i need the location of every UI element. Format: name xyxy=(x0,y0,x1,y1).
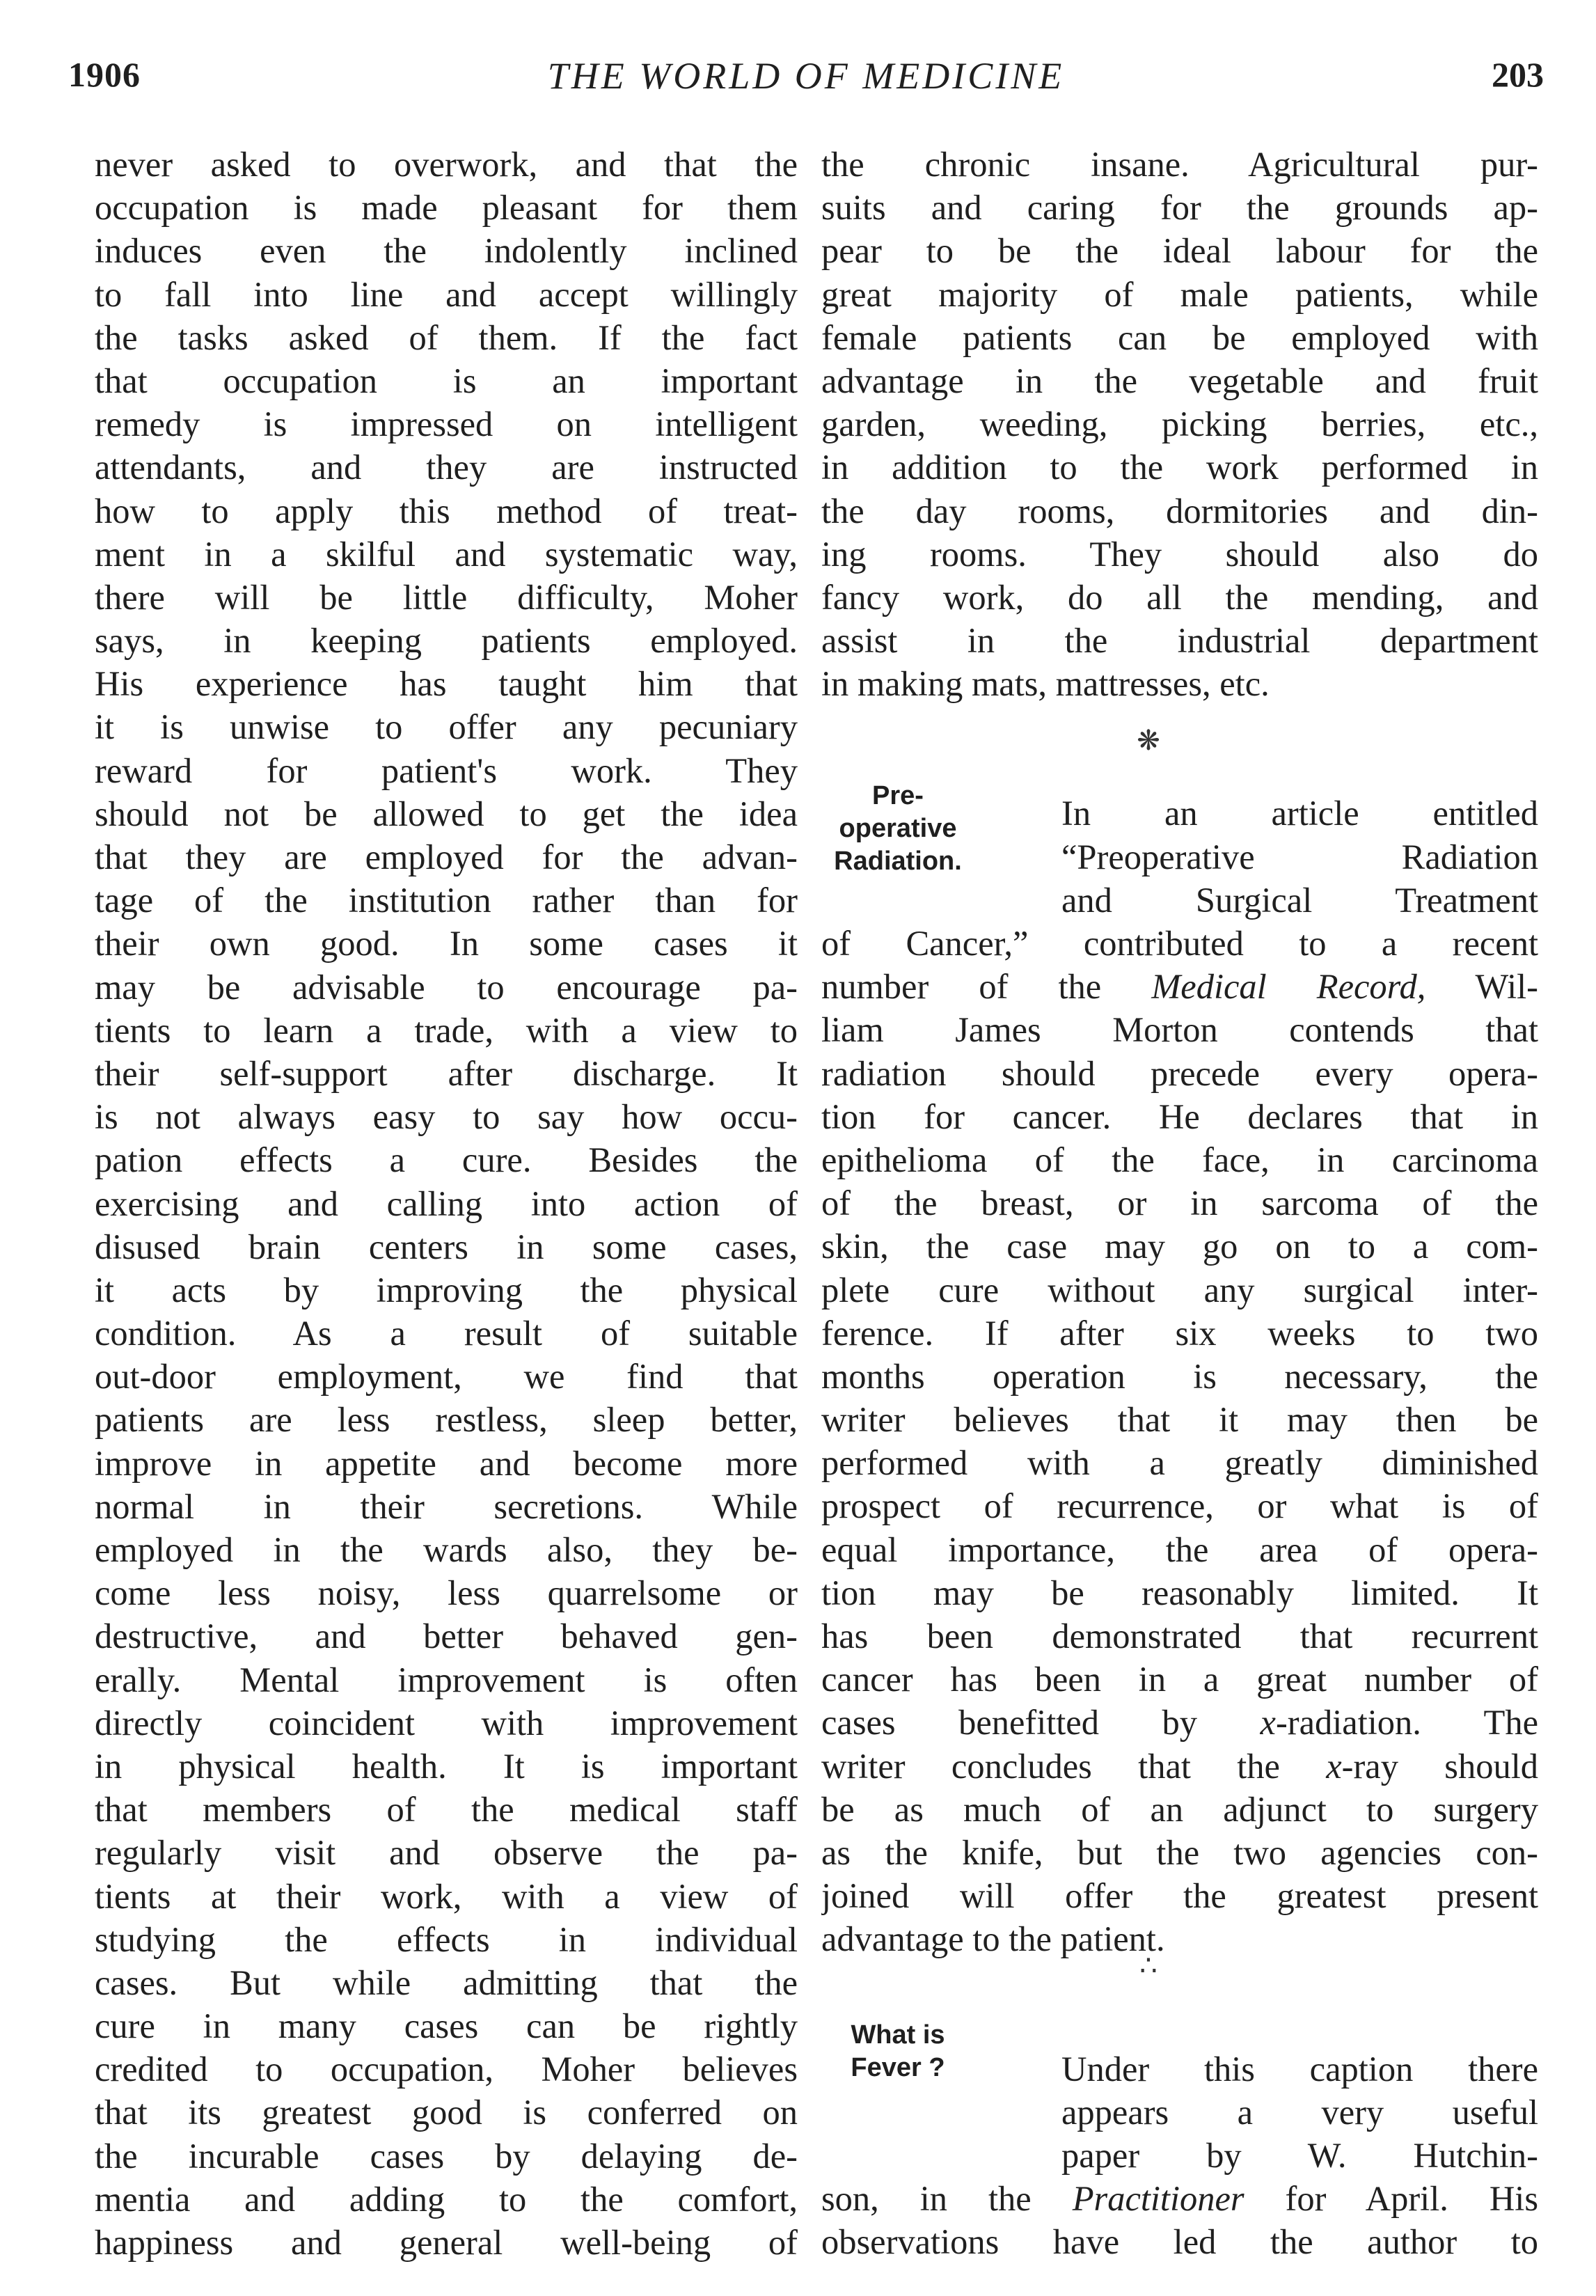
text-line: pation effects a cure. Besides the xyxy=(95,1140,798,1180)
text-line: erally. Mental improvement is often xyxy=(95,1660,798,1699)
sidehead-preoperative-radiation xyxy=(807,780,988,878)
text-line: suits and caring for the grounds ap- xyxy=(821,188,1538,228)
text-line: equal importance, the area of opera- xyxy=(821,1530,1538,1569)
text-line: induces even the indolently inclined xyxy=(95,231,798,271)
sidehead-line: Radiation. xyxy=(834,847,962,876)
text-line: employed in the wards also, they be- xyxy=(95,1530,798,1569)
text-line: cancer has been in a great number of xyxy=(821,1660,1538,1699)
text-line: epithelioma of the face, in carcinoma xyxy=(821,1140,1538,1179)
text-line: their own good. In some cases it xyxy=(95,924,798,964)
text-line: of the breast, or in sarcoma of the xyxy=(821,1184,1538,1223)
text-line: remedy is impressed on intelligent xyxy=(95,404,798,444)
text-line: joined will offer the greatest present xyxy=(821,1876,1538,1916)
right-column xyxy=(821,143,1538,2263)
text-line: reward for patient's work. They xyxy=(95,750,798,790)
sidehead-line: Pre- xyxy=(872,781,924,810)
text-line: is not always easy to say how occu- xyxy=(95,1097,798,1137)
text-line: the day rooms, dormitories and din- xyxy=(821,491,1538,530)
text-span: -ray should xyxy=(1341,1746,1538,1786)
text-line: ment in a skilful and systematic way, xyxy=(95,534,798,574)
text-line xyxy=(821,1745,1538,1788)
text-line: cases. But while admitting that the xyxy=(95,1963,798,2002)
text-line: cure in many cases can be rightly xyxy=(95,2006,798,2046)
page-number: 203 xyxy=(1492,55,1544,94)
text-line: plete cure without any surgical inter- xyxy=(821,1270,1538,1310)
text-line: credited to occupation, Moher believes xyxy=(95,2050,798,2089)
text-line: normal in their secretions. While xyxy=(95,1486,798,1526)
text-line: says, in keeping patients employed. xyxy=(95,621,798,661)
text-line: to fall into line and accept willingly xyxy=(95,274,798,314)
text-line: regularly visit and observe the pa- xyxy=(95,1833,798,1873)
text-line: the tasks asked of them. If the fact xyxy=(95,317,798,357)
text-line: has been demonstrated that recurrent xyxy=(821,1617,1538,1656)
text-line: never asked to overwork, and that the xyxy=(95,145,798,184)
text-line xyxy=(821,2177,1538,2220)
text-line: occupation is made pleasant for them xyxy=(95,188,798,228)
text-span: -radiation. The xyxy=(1275,1703,1538,1743)
text-line: the incurable cases by delaying de- xyxy=(95,2136,798,2176)
text-line: radiation should precede every opera- xyxy=(821,1053,1538,1093)
text-line: that members of the medical staff xyxy=(95,1790,798,1830)
text-line: the chronic insane. Agricultural pur- xyxy=(821,145,1538,184)
text-line: mentia and adding to the comfort, xyxy=(95,2179,798,2219)
text-line: destructive, and better behaved gen- xyxy=(95,1617,798,1656)
sidehead-what-is-fever xyxy=(807,2019,988,2084)
text-span: cases benefitted by xyxy=(821,1703,1261,1743)
text-line: be as much of an adjunct to surgery xyxy=(821,1789,1538,1829)
text-span: number of the xyxy=(821,967,1152,1007)
text-line: disused brain centers in some cases, xyxy=(95,1227,798,1266)
text-line: directly coincident with improvement xyxy=(95,1703,798,1743)
text-line: how to apply this method of treat- xyxy=(95,491,798,530)
text-line: out-door employment, we find that xyxy=(95,1357,798,1397)
text-line: it acts by improving the physical xyxy=(95,1270,798,1310)
text-line: of Cancer,” contributed to a recent xyxy=(821,924,1538,963)
text-line: tage of the institution rather than for xyxy=(95,881,798,920)
text-line: may be advisable to encourage pa- xyxy=(95,967,798,1007)
text-line: happiness and general well-being of xyxy=(95,2223,798,2262)
text-line: that its greatest good is conferred on xyxy=(95,2093,798,2132)
text-line xyxy=(821,965,1538,1008)
text-line: advantage to the patient. xyxy=(821,1919,1165,1959)
text-line: His experience has taught him that xyxy=(95,664,798,704)
text-line: condition. As a result of suitable xyxy=(95,1314,798,1353)
running-header xyxy=(68,54,1544,110)
section-separator-dots: ∴ xyxy=(1139,1950,1158,1981)
text-line: ference. If after six weeks to two xyxy=(821,1313,1538,1353)
text-span: for April. His xyxy=(1244,2179,1538,2219)
text-line: assist in the industrial department xyxy=(821,621,1538,661)
text-line: there will be little difficulty, Moher xyxy=(95,577,798,617)
indented-text-line: In an article entitled xyxy=(1061,794,1538,833)
text-line: improve in appetite and become more xyxy=(95,1443,798,1483)
text-line: that they are employed for the advan- xyxy=(95,838,798,876)
text-line: tients at their work, with a view of xyxy=(95,1876,798,1916)
indented-text-line: and Surgical Treatment xyxy=(1061,880,1538,920)
text-line: female patients can be employed with xyxy=(821,317,1538,357)
text-line: fancy work, do all the mending, and xyxy=(821,577,1538,617)
sidehead-line: What is xyxy=(851,2020,945,2050)
text-line: come less noisy, less quarrelsome or xyxy=(95,1573,798,1613)
indented-text-line: Under this caption there xyxy=(1061,2049,1538,2089)
text-line: liam James Morton contends that xyxy=(821,1010,1538,1050)
text-line: pear to be the ideal labour for the xyxy=(821,231,1538,271)
text-line: writer believes that it may then be xyxy=(821,1400,1538,1440)
text-line: as the knife, but the two agencies con- xyxy=(821,1832,1538,1872)
text-line: patients are less restless, sleep better, xyxy=(95,1400,798,1440)
text-line: exercising and calling into action of xyxy=(95,1184,798,1223)
text-line: observations have led the author to xyxy=(821,2222,1538,2262)
indented-text-line: “Preoperative Radiation xyxy=(1061,837,1538,876)
text-line: tion for cancer. He declares that in xyxy=(821,1096,1538,1136)
text-line xyxy=(821,1701,1538,1744)
text-line: performed with a greatly diminished xyxy=(821,1443,1538,1483)
journal-name-italic: Practitioner xyxy=(1072,2179,1245,2219)
text-line: studying the effects in individual xyxy=(95,1919,798,1959)
left-column xyxy=(95,143,798,2264)
text-line: in physical health. It is important xyxy=(95,1746,798,1786)
text-line: tients to learn a trade, with a view to xyxy=(95,1010,798,1050)
text-line: attendants, and they are instructed xyxy=(95,448,798,487)
text-line: advantage in the vegetable and fruit xyxy=(821,361,1538,400)
header-year: 1906 xyxy=(68,55,141,94)
italic-x: x xyxy=(1326,1746,1342,1786)
text-line: great majority of male patients, while xyxy=(821,274,1538,314)
sidehead-line: Fever ? xyxy=(851,2053,945,2082)
text-line: in addition to the work performed in xyxy=(821,448,1538,487)
text-span: son, in the xyxy=(821,2179,1073,2219)
text-line: ing rooms. They should also do xyxy=(821,534,1538,574)
text-line: tion may be reasonably limited. It xyxy=(821,1573,1538,1612)
text-line: prospect of recurrence, or what is of xyxy=(821,1486,1538,1526)
text-span: Wil- xyxy=(1425,967,1538,1007)
text-span: writer concludes that the xyxy=(821,1746,1327,1786)
indented-text-line: appears a very useful xyxy=(1061,2092,1538,2132)
section-separator-ornament: ❋ xyxy=(1137,725,1160,756)
section-occupation-continued xyxy=(821,143,1538,705)
text-line: garden, weeding, picking berries, etc., xyxy=(821,404,1538,444)
text-line: in making mats, mattresses, etc. xyxy=(821,664,1270,704)
text-line: that occupation is an important xyxy=(95,361,798,400)
journal-title: THE WORLD OF MEDICINE xyxy=(547,55,1065,97)
text-line: months operation is necessary, the xyxy=(821,1356,1538,1396)
journal-name-italic: Medical Record, xyxy=(1151,967,1426,1007)
sidehead-line: operative xyxy=(839,814,957,843)
section-preoperative-radiation xyxy=(821,792,1538,1960)
text-line: should not be allowed to get the idea xyxy=(95,794,798,833)
indented-text-line: paper by W. Hutchin- xyxy=(1061,2135,1538,2175)
text-line: skin, the case may go on to a com- xyxy=(821,1227,1538,1266)
italic-x: x xyxy=(1260,1703,1276,1743)
text-line: it is unwise to offer any pecuniary xyxy=(95,707,798,747)
text-line: their self-support after discharge. It xyxy=(95,1053,798,1093)
